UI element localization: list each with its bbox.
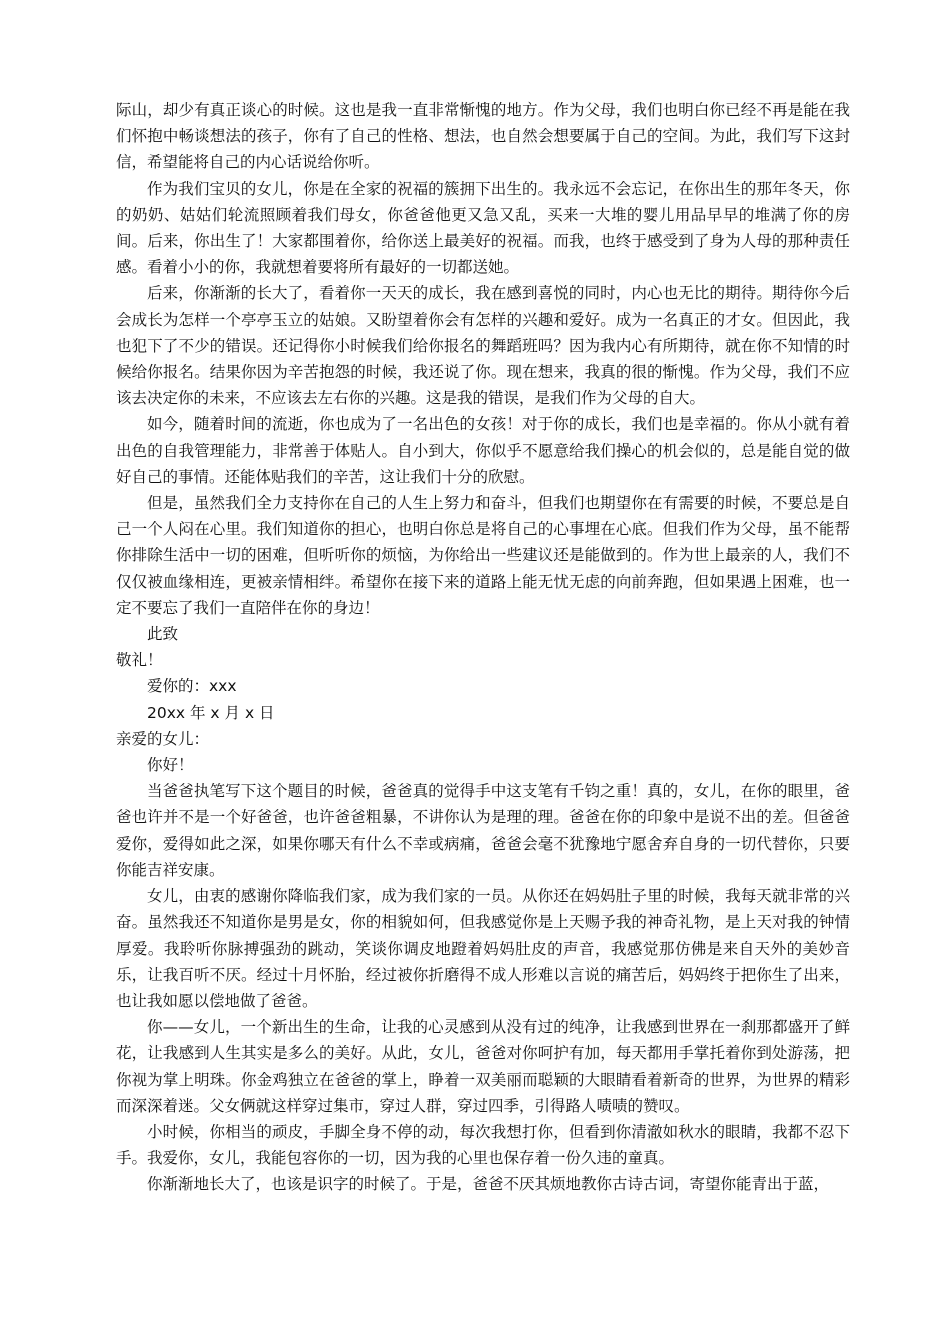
letter1-signature: 爱你的：xxx [147,677,237,696]
letter2-paragraph-5: 你渐渐地长大了，也该是识字的时候了。于是，爸爸不厌其烦地教你古诗古词，寄望你能青出于蓝， [147,1175,830,1194]
letter1-paragraph-2: 后来，你渐渐的长大了，看着你一天天的成长，我在感到喜悦的同时，内心也无比的期待。期待你今后会成长为怎样一个亭亭玉立的姑娘。又盼望着你会有怎样的兴趣和爱好。成为一名真正的才女。但因此，我也犯下了不少的错误。还记得你小时候我们给你报名的舞蹈班吗？因为我内心有所期待，就在你不知情的时候给你报名。结果你因为辛苦抱怨的时候，我还说了你。现在想来，我真的很的惭愧。作为父母，我们不应该去决定你的未来，不应该去左右你的兴趣。这是我的错误，是我们作为父母的自大。 [116,284,850,408]
document-page [116,97,850,1198]
letter1-paragraph-3: 如今，随着时间的流逝，你也成为了一名出色的女孩！对于你的成长，我们也是幸福的。你从小就有着出色的自我管理能力，非常善于体贴人。自小到大，你似乎不愿意给我们操心的机会似的，总是能自觉的做好自己的事情。还能体贴我们的辛苦，这让我们十分的欣慰。 [116,415,850,486]
letter2-salutation: 亲爱的女儿： [116,729,210,748]
letter1-closing-jing-li: 敬礼！ [116,651,163,670]
letter1-paragraph-0: 际山，却少有真正谈心的时候。这也是我一直非常惭愧的地方。作为父母，我们也明白你已经不再是能在我们怀抱中畅谈想法的孩子，你有了自己的性格、想法，也自然会想要属于自己的空间。为此，我们写下这封信，希望能将自己的内心话说给你听。 [116,101,850,172]
letter1-date: 20xx 年 x 月 x 日 [147,703,275,722]
letter1-closing-ci-zhi: 此致 [147,625,179,644]
letter2-paragraph-2: 女儿，由衷的感谢你降临我们家，成为我们家的一员。从你还在妈妈肚子里的时候，我每天就非常的兴奋。虽然我还不知道你是男是女，你的相貌如何，但我感觉你是上天赐予我的神奇礼物，是上天对我的钟情厚爱。我聆听你脉搏强劲的跳动，笑谈你调皮地蹬着妈妈肚皮的声音，我感觉那仿佛是来自天外的美妙音乐，让我百听不厌。经过十月怀胎，经过被你折磨得不成人形难以言说的痛苦后，妈妈终于把你生了出来，也让我如愿以偿地做了爸爸。 [116,887,850,1010]
letter2-paragraph-1: 当爸爸执笔写下这个题目的时候，爸爸真的觉得手中这支笔有千钧之重！真的，女儿，在你的眼里，爸爸也许并不是一个好爸爸，也许爸爸粗暴，不讲你认为是理的理。爸爸在你的印象中是说不出的差。但爸爸爱你，爱得如此之深，如果你哪天有什么不幸或病痛，爸爸会毫不犹豫地宁愿舍弃自身的一切代替你，只要你能吉祥安康。 [116,782,850,879]
letter1-paragraph-1: 作为我们宝贝的女儿，你是在全家的祝福的簇拥下出生的。我永远不会忘记，在你出生的那年冬天，你的奶奶、姑姑们轮流照顾着我们母女，你爸爸他更又急又乱，买来一大堆的婴儿用品早早的堆满了你的房间。后来，你出生了！大家都围着你，给你送上最美好的祝福。而我，也终于感受到了身为人母的那种责任感。看着小小的你，我就想着要将所有最好的一切都送她。 [116,179,850,277]
letter1-paragraph-4: 但是，虽然我们全力支持你在自己的人生上努力和奋斗，但我们也期望你在有需要的时候，不要总是自己一个人闷在心里。我们知道你的担心，也明白你总是将自己的心事埋在心底。但我们作为父母，虽不能帮你排除生活中一切的困难，但听听你的烦恼，为你给出一些建议还是能做到的。作为世上最亲的人，我们不仅仅被血缘相连，更被亲情相绊。希望你在接下来的道路上能无忧无虑的向前奔跑，但如果遇上困难，也一定不要忘了我们一直陪伴在你的身边！ [116,494,850,617]
letter2-paragraph-3: 你——女儿，一个新出生的生命，让我的心灵感到从没有过的纯净，让我感到世界在一刹那都盛开了鲜花，让我感到人生其实是多么的美好。从此，女儿，爸爸对你呵护有加，每天都用手掌托着你到处游荡，把你视为掌上明珠。你金鸡独立在爸爸的掌上，睁着一双美丽而聪颖的大眼睛看着新奇的世界，为世界的精彩而深深着迷。父女俩就这样穿过集市，穿过人群，穿过四季，引得路人啧啧的赞叹。 [116,1018,850,1115]
letter2-paragraph-4: 小时候，你相当的顽皮，手脚全身不停的动，每次我想打你，但看到你清澈如秋水的眼睛，我都不忍下手。我爱你，女儿，我能包容你的一切，因为我的心里也保存着一份久违的童真。 [116,1122,850,1168]
letter2-greeting: 你好！ [147,756,194,775]
